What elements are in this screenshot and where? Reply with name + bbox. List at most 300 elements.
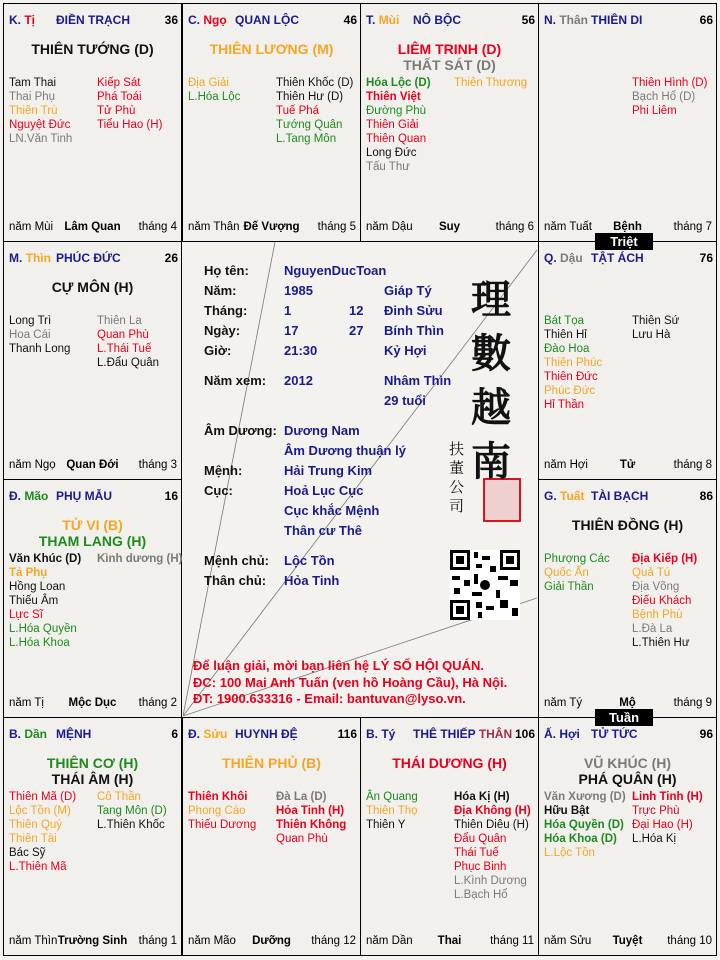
footer-phase: Trường Sinh [57,935,128,947]
minor-star: Quốc Ấn [544,567,589,579]
palace-stem-branch [366,13,399,27]
palace-name [235,13,299,27]
palace-branch: Mùi [378,13,400,27]
minor-star: Hữu Bật [544,805,590,817]
palace-name-text: THIÊN DI [591,13,643,27]
main-star: THIÊN PHỦ (B) [222,755,321,771]
main-star: THÁI DƯƠNG (H) [392,755,507,771]
palace-name-text: QUAN LỘC [235,13,299,27]
star-list-left [9,552,81,650]
palace-stem-branch [188,727,227,741]
minor-star: Thiên Sứ [632,315,680,327]
palace-cell[interactable] [3,479,182,718]
footer-year: năm Dậu [366,221,413,233]
month-canchi: Đinh Sửu [384,303,443,318]
logo-char: 越 [471,384,511,431]
day-label: Ngày: [204,323,241,338]
minor-star: Điếu Khách [632,595,692,607]
minor-star: Đường Phù [366,105,426,117]
palace-age: 106 [514,727,535,741]
palace-stem: G. [544,489,557,503]
minor-star: Tướng Quân [276,119,343,131]
menhchu-label: Mệnh chủ: [204,553,269,568]
main-star: PHÁ QUÂN (H) [578,771,677,787]
minor-star: Thiên Thọ [366,805,418,817]
footer-month: tháng 11 [490,935,534,947]
palace-age: 36 [164,13,178,27]
palace-name [591,727,638,741]
main-stars [183,755,360,771]
star-list-left [188,790,256,832]
month-lunar: 12 [349,303,364,318]
minor-star: Quan Phù [276,833,328,845]
footer-year: năm Mão [188,935,236,947]
view-year-label: Năm xem: [204,373,267,388]
minor-star: Thiên Quý [9,819,63,831]
main-star: TỬ VI (B) [62,517,123,533]
minor-star: Hóa Lộc (D) [366,77,431,89]
main-stars [4,41,181,57]
palace-branch: Ngọ [203,13,227,27]
than-note: Thân cư Thê [284,523,363,538]
main-star: LIÊM TRINH (D) [397,41,502,57]
star-list-left [544,552,610,594]
minor-star: Lộc Tồn (M) [9,805,71,817]
minor-star: L.Bạch Hổ [454,889,508,901]
minor-star: Hồng Loan [9,581,66,593]
palace-name-text: PHÚC ĐỨC [56,251,121,265]
thanchu-label: Thân chủ: [204,573,267,588]
palace-branch: Hợi [559,727,580,741]
minor-star: Tuế Phá [276,105,320,117]
minor-star: Địa Võng [632,581,680,593]
footer-month: tháng 3 [138,459,177,471]
footer-year: năm Thìn [9,935,58,947]
palace-cell[interactable] [182,717,361,956]
minor-star: L.Kình Dương [454,875,527,887]
month-solar: 1 [284,303,292,318]
minor-star: Thiên Phúc [544,357,603,369]
minor-star: L.Hóa Khoa [9,637,70,649]
minor-star: Hoa Cái [9,329,51,341]
minor-star: Lưu Hà [632,329,671,341]
palace-branch: Thân [559,13,589,27]
contact-line: Để luận giải, mời bạn liên hệ LÝ SỐ HỘI QUÁN. [193,658,484,673]
minor-star: Đại Hao (H) [632,819,693,831]
footer-year: năm Hợi [544,459,588,471]
palace-age: 26 [164,251,178,265]
palace-age: 6 [171,727,178,741]
menhchu-value: Lộc Tồn [284,553,335,568]
minor-star: L.Thiên Mã [9,861,67,873]
main-stars [361,755,538,771]
view-year-value: 2012 [284,373,313,388]
star-list-right [632,552,697,650]
palace-branch: Sửu [203,727,228,741]
star-list-right [454,76,527,90]
minor-star: Thiên Diêu (H) [454,819,529,831]
footer-month: tháng 6 [495,221,534,233]
minor-star: Thiên La [97,315,142,327]
star-list-right [632,314,679,342]
day-canchi: Bính Thìn [384,323,444,338]
logo-char: 理 [471,276,511,323]
palace-branch: Tị [24,13,36,27]
palace-branch: Thìn [25,251,52,265]
minor-star: Nguyệt Đức [9,119,71,131]
star-list-right [97,314,159,370]
than-marker: THÂN [478,727,513,741]
minor-star: Thanh Long [9,343,71,355]
footer-phase: Mộ [619,697,636,709]
minor-star: L.Hóa Lộc [188,91,241,103]
minor-star: Tả Phụ [9,567,48,579]
minor-star: Địa Không (H) [454,805,531,817]
palace-stem-branch [9,251,51,265]
star-list-right [454,790,531,902]
palace-stem: Ấ. [544,727,556,741]
main-star: THIÊN TƯỚNG (D) [31,41,154,57]
palace-cell[interactable] [3,717,182,956]
palace-name-text: THÊ THIẾP [413,727,476,741]
star-list-left [188,76,240,104]
footer-month: tháng 10 [667,935,712,947]
minor-star: Tấu Thư [366,161,410,173]
minor-star: L.Tang Môn [276,133,337,145]
palace-name [56,727,91,741]
minor-star: Thiên Đức [544,371,598,383]
main-stars [539,517,716,533]
minor-star: Thiên Trù [9,105,58,117]
minor-star: Đà La (D) [276,791,327,803]
age-value: 29 tuổi [384,393,426,408]
thanchu-value: Hỏa Tinh [284,573,340,588]
main-stars [539,755,716,787]
minor-star: Tam Thai [9,77,57,89]
palace-stem: B. [366,727,378,741]
palace-stem-branch [544,251,583,265]
palace-name-text: ĐIỀN TRẠCH [56,13,130,27]
palace-age: 86 [699,489,713,503]
main-stars [361,41,538,73]
minor-star: Thiên Mã (D) [9,791,77,803]
minor-star: L.Đà La [632,623,673,635]
palace-branch: Tuất [560,489,585,503]
footer-month: tháng 2 [138,697,177,709]
name-label: Họ tên: [204,263,249,278]
minor-star: Kiếp Sát [97,77,141,89]
footer-month: tháng 1 [138,935,177,947]
footer-phase: Mộc Dục [68,697,117,709]
star-list-right [276,76,353,146]
minor-star: Trực Phù [632,805,680,817]
name-value: NguyenDucToan [284,263,387,278]
star-list-left [366,790,418,832]
minor-star: L.Hóa Kị [632,833,677,845]
footer-year: năm Thân [188,221,240,233]
palace-name [591,251,644,265]
minor-star: Phúc Đức [544,385,596,397]
minor-star: L.Lộc Tồn [544,847,595,859]
star-list-left [9,790,76,874]
minor-star: Ân Quang [366,791,418,803]
minor-star: Hóa Khoa (D) [544,833,617,845]
minor-star: Địa Kiếp (H) [632,553,698,565]
palace-name [413,727,512,741]
minor-star: Văn Khúc (D) [9,553,82,565]
minor-star: Thiên Y [366,819,406,831]
palace-cell[interactable] [538,241,717,480]
footer-month: tháng 7 [673,221,712,233]
minor-star: Văn Xương (D) [544,791,626,803]
footer-year: năm Tý [544,697,583,709]
center-info-panel [183,242,537,716]
footer-month: tháng 8 [673,459,712,471]
minor-star: Tử Phù [97,105,136,117]
footer-year: năm Tuất [544,221,592,233]
minor-star: Long Đức [366,147,417,159]
star-list-right [97,790,167,832]
palace-age: 66 [699,13,713,27]
main-stars [4,517,181,549]
main-star: THÁI ÂM (H) [51,771,134,787]
minor-star: Bác Sỹ [9,847,46,859]
palace-stem: M. [9,251,23,265]
year-canchi: Giáp Tý [384,283,432,298]
footer-month: tháng 12 [311,935,356,947]
palace-cell[interactable] [538,479,717,718]
palace-name-text: HUYNH ĐỆ [235,727,298,741]
palace-branch: Dậu [560,251,583,265]
minor-star: Thai Phụ [9,91,56,103]
minor-star: Thiên Giải [366,119,419,131]
minor-star: Thiếu Âm [9,595,59,607]
minor-star: Đào Hoa [544,343,590,355]
palace-stem: N. [544,13,556,27]
palace-name-text: NÔ BỘC [413,13,461,27]
minor-star: Thiên Hư (D) [276,91,344,103]
palace-cell[interactable] [360,717,539,956]
minor-star: Thiên Thương [454,77,528,89]
minor-star: L.Thái Tuế [97,343,152,355]
palace-cell[interactable] [3,241,182,480]
palace-name [591,489,648,503]
palace-cell[interactable] [360,3,539,242]
footer-phase: Lâm Quan [64,221,121,233]
palace-name-text: TÀI BẠCH [591,489,649,503]
minor-star: Thiên Tài [9,833,57,845]
minor-star: Phục Binh [454,861,507,873]
minor-star: Thiên Không [276,819,347,831]
minor-star: Thiên Hình (D) [632,77,708,89]
palace-stem-branch [9,727,47,741]
star-list-right [97,76,162,132]
contact-address: ĐC: 100 Mai Anh Tuấn (ven hồ Hoàng Cầu), Hà Nội. [193,675,508,690]
cuc-label: Cục: [204,483,233,498]
footer-year: năm Mùi [9,221,54,233]
palace-name [56,13,130,27]
logo-char: 數 [471,330,511,377]
palace-cell[interactable] [538,717,717,956]
palace-name-text: TỬ TỨC [591,727,638,741]
minor-star: L.Thiên Hư [632,637,690,649]
footer-phase: Bệnh [613,221,642,233]
palace-name [56,251,121,265]
star-list-left [544,314,602,412]
minor-star: Hóa Kị (H) [454,791,510,803]
minor-star: Linh Tinh (H) [632,791,703,803]
star-list-left [9,76,72,146]
palace-age: 96 [699,727,713,741]
palace-stem: Q. [544,251,557,265]
minor-star: Bát Tọa [544,315,585,327]
main-star: THIÊN CƠ (H) [46,755,139,771]
logo-char: 南 [471,438,511,485]
footer-month: tháng 9 [673,697,712,709]
palace-stem: Đ. [188,727,200,741]
palace-stem: T. [366,13,376,27]
star-list-right [632,790,703,846]
minor-star: Hỏa Tinh (H) [276,805,345,817]
minor-star: LN.Văn Tinh [9,133,73,145]
qr-code[interactable] [450,550,520,620]
minor-star: Kình dương (H) [97,553,183,565]
footer-month: tháng 5 [317,221,356,233]
minor-star: Phượng Các [544,553,610,565]
footer-year: năm Tị [9,697,44,709]
tuan-marker: Tuần [595,709,653,726]
amduong-note: Âm Dương thuận lý [284,443,406,458]
palace-branch: Tý [381,727,396,741]
year-label: Năm: [204,283,237,298]
minor-star: Tiểu Hao (H) [97,119,163,131]
footer-phase: Quan Đới [66,459,119,471]
minor-star: Đẩu Quân [454,833,507,845]
footer-phase: Tử [619,459,636,471]
star-list-left [9,314,70,356]
palace-age: 46 [343,13,357,27]
palace-name-text: MỆNH [56,727,92,741]
minor-star: Thiếu Dương [188,819,257,831]
minor-star: Quan Phù [97,329,149,341]
palace-cell[interactable] [182,3,361,242]
footer-phase: Dưỡng [252,935,291,947]
triet-marker: Triệt [595,233,653,250]
main-star: THẤT SÁT (D) [403,57,496,73]
minor-star: Phi Liêm [632,105,677,117]
minor-star: Giải Thần [544,581,594,593]
minor-star: Thiên Khốc (D) [276,77,354,89]
minor-star: L.Thiên Khốc [97,819,165,831]
palace-name-text: PHỤ MẪU [56,489,112,503]
minor-star: Cô Thần [97,791,141,803]
minor-star: Long Trì [9,315,52,327]
star-list-left [366,76,431,174]
hour-canchi: Kỷ Hợi [384,343,427,358]
minor-star: Bệnh Phù [632,609,683,621]
minor-star: Thiên Quan [366,133,427,145]
logo-side-text: 扶董公司 [449,440,465,515]
palace-name [235,727,298,741]
footer-phase: Thai [437,935,462,947]
minor-star: Thiên Khôi [188,791,248,803]
hour-label: Giờ: [204,343,232,358]
palace-age: 16 [164,489,178,503]
minor-star: Lực Sĩ [9,609,43,621]
main-star: VŨ KHÚC (H) [583,755,672,771]
view-year-canchi: Nhâm Thìn [384,373,452,388]
palace-stem-branch [544,489,584,503]
minor-star: Hóa Quyền (D) [544,819,624,831]
palace-stem-branch [9,13,35,27]
palace-cell[interactable] [3,3,182,242]
amduong-label: Âm Dương: [204,423,277,438]
footer-year: năm Ngọ [9,459,56,471]
palace-branch: Dần [24,727,48,741]
star-list-right [276,790,346,846]
palace-name-text: TẬT ÁCH [591,251,644,265]
minor-star: Phong Cáo [188,805,246,817]
minor-star: Thiên Hỉ [544,329,587,341]
palace-age: 76 [699,251,713,265]
cuc-note: Cục khắc Mệnh [284,503,380,518]
minor-star: L.Đẩu Quân [97,357,160,369]
main-star: THIÊN ĐỒNG (H) [571,517,684,533]
minor-star: Phá Toái [97,91,142,103]
main-stars [4,279,181,295]
footer-month: tháng 4 [138,221,177,233]
palace-name [56,489,112,503]
minor-star: Hỉ Thần [544,399,585,411]
palace-stem-branch [544,727,580,741]
palace-stem: Đ. [9,489,21,503]
main-star: THAM LANG (H) [38,533,147,549]
palace-stem-branch [366,727,395,741]
menh-value: Hải Trung Kim [284,463,373,478]
palace-name [591,13,642,27]
palace-stem: B. [9,727,21,741]
footer-phase: Tuyệt [612,935,643,947]
day-lunar: 27 [349,323,364,338]
cuc-value: Hoả Lục Cục [284,483,364,498]
day-solar: 17 [284,323,299,338]
hour-value: 21:30 [284,343,318,358]
footer-phase: Suy [438,221,461,233]
minor-star: Bạch Hổ (D) [632,91,696,103]
palace-branch: Mão [24,489,49,503]
palace-stem-branch [9,489,48,503]
star-list-left [544,790,626,860]
contact-phone-email: ĐT: 1900.633316 - Email: bantuvan@lyso.vn. [193,691,466,706]
palace-age: 56 [521,13,535,27]
month-label: Tháng: [204,303,248,318]
palace-age: 116 [337,727,357,741]
minor-star: Thái Tuế [454,847,499,859]
year-value: 1985 [284,283,313,298]
main-stars [4,755,181,787]
footer-year: năm Sửu [544,935,592,947]
menh-label: Mệnh: [204,463,243,478]
palace-cell[interactable] [538,3,717,242]
palace-stem-branch [544,13,588,27]
minor-star: L.Hóa Quyền [9,623,77,635]
footer-phase: Đế Vượng [243,221,300,233]
main-star: THIÊN LƯƠNG (M) [209,41,334,57]
minor-star: Quả Tú [632,567,671,579]
star-list-right [632,76,707,118]
amduong-value: Dương Nam [284,423,360,438]
palace-stem: C. [188,13,200,27]
